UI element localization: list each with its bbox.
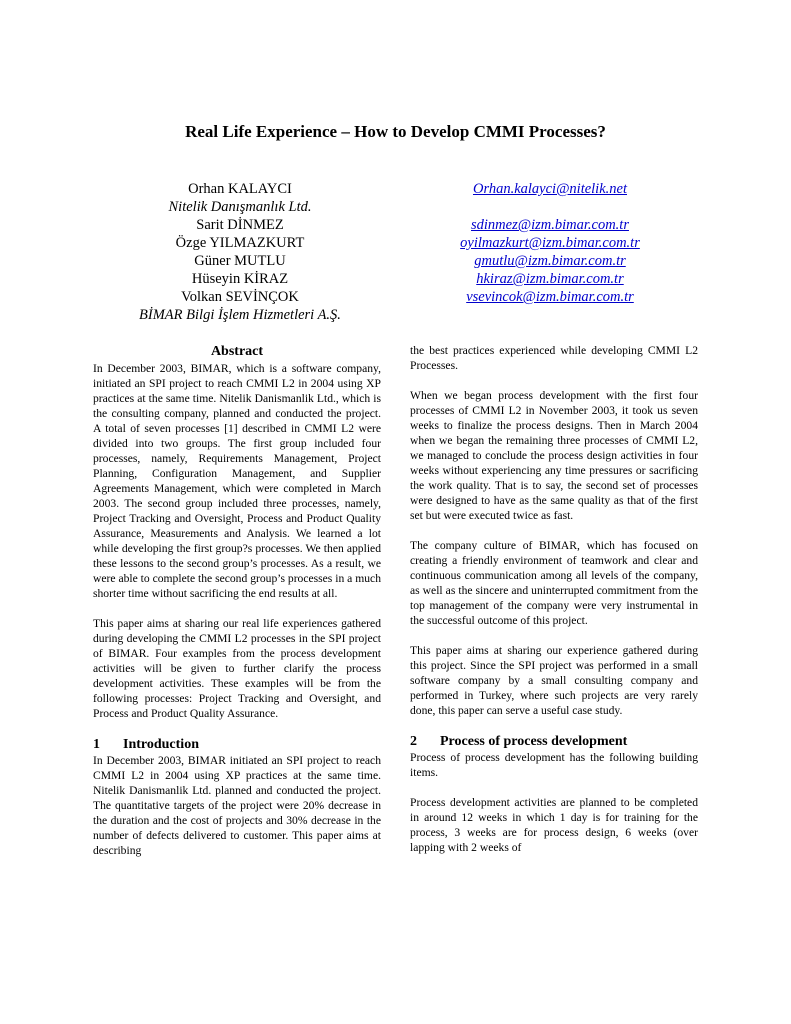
- email-link[interactable]: Orhan.kalayci@nitelik.net: [472, 181, 627, 197]
- email-spacer: [400, 198, 700, 216]
- author-name: Orhan KALAYCI: [188, 181, 292, 197]
- abstract-paragraph: This paper aims at sharing our real life experiences gathered during developing the CMMI L2 processes in the SPI project of BIMAR. Four examples from the process development activities will be given to further clarify the process development activities. These examples will be from the following processes: Project Tracking and Oversight, and Process and Product Quality Assurance.: [93, 617, 381, 720]
- email-link[interactable]: hkiraz@izm.bimar.com.tr: [476, 271, 624, 287]
- author-affiliation: BİMAR Bilgi İşlem Hizmetleri A.Ş.: [139, 307, 341, 323]
- section2-paragraph: Process development activities are planned to be completed in around 12 weeks in which 1 day is for training for the process, 3 weeks are for process design, 6 weeks (over lapping with 2 weeks of: [410, 796, 698, 854]
- author-affiliation: Nitelik Danışmanlık Ltd.: [168, 199, 312, 215]
- introduction-paragraph: In December 2003, BIMAR initiated an SPI project to reach CMMI L2 in 2004 using XP practices at the same time. Nitelik Danismanlik Ltd. planned and conducted the project. The quantitative targets of the project were 20% decrease in the duration and the cost of projects and 30% decrease in the number of defects delivered to customer. This paper aims at describing: [93, 754, 381, 857]
- right-column: [410, 343, 698, 870]
- paper-title: Real Life Experience – How to Develop CMMI Processes?: [185, 122, 606, 141]
- body-paragraph: the best practices experienced while developing CMMI L2 Processes.: [410, 344, 698, 372]
- author-name: Sarit DİNMEZ: [196, 217, 284, 233]
- email-link[interactable]: vsevincok@izm.bimar.com.tr: [466, 289, 634, 305]
- section-number: 2: [410, 734, 417, 749]
- author-list: [90, 180, 390, 324]
- email-link[interactable]: sdinmez@izm.bimar.com.tr: [471, 217, 629, 233]
- section-title: Introduction: [123, 737, 199, 752]
- section-heading-introduction: [93, 736, 381, 753]
- abstract-heading: Abstract: [210, 344, 264, 359]
- left-column: [93, 343, 381, 873]
- email-link[interactable]: gmutlu@izm.bimar.com.tr: [474, 253, 626, 269]
- author-name: Hüseyin KİRAZ: [191, 271, 289, 287]
- email-link[interactable]: oyilmazkurt@izm.bimar.com.tr: [460, 235, 640, 251]
- section-title: Process of process development: [440, 734, 628, 749]
- body-paragraph: This paper aims at sharing our experience gathered during this project. Since the SPI project was performed in a small software company by a small consulting company and performed in Turkey, where such projects are very rarely done, this paper can serve a useful case study.: [410, 644, 698, 717]
- author-name: Özge YILMAZKURT: [175, 235, 305, 251]
- body-paragraph: When we began process development with the first four processes of CMMI L2 in November 2003, it took us seven weeks to finalize the process designs. Then in March 2004 when we began the remaining three processes of CMMI L2, we managed to conclude the process design activities in four weeks without experiencing any time pressures or sacrificing the work quality. That is to say, the second set of processes were designed to have as the same quality as that of the first set but were executed twice as fast.: [410, 389, 698, 522]
- author-name: Volkan SEVİNÇOK: [181, 289, 299, 305]
- body-paragraph: The company culture of BIMAR, which has focused on creating a friendly environment of teamwork and clear and continuous communication among all levels of the company, as well as the sincere and uninterrupted commitment from the top management of the company were very instrumental in the successful outcome of this project.: [410, 539, 698, 627]
- author-name: Güner MUTLU: [194, 253, 286, 269]
- section2-paragraph: Process of process development has the following building items.: [410, 751, 698, 779]
- abstract-paragraph: In December 2003, BIMAR, which is a software company, initiated an SPI project to reach CMMI L2 in 2004 using XP practices at the same time. Nitelik Danismanlik Ltd., which is the consulting company, planned and conducted the project. A total of seven processes [1] described in CMMI L2 were divided into two groups. The first group included four processes, namely, Requirements Management, Project Planning, Configuration Management, and Supplier Agreements Management, which were completed in March 2003. The second group included three processes, namely, Project Tracking and Oversight, Process and Product Quality Assurance, Measurements and Analysis. We learned a lot while developing the first group?s processes. We then applied these lessons to the second group’s processes. As a result, we were able to complete the second group’s processes in a much shorter time without sacrificing the end results at all.: [93, 362, 381, 600]
- section-heading-process: [410, 733, 698, 750]
- section-number: 1: [93, 737, 100, 752]
- email-list: [400, 180, 700, 306]
